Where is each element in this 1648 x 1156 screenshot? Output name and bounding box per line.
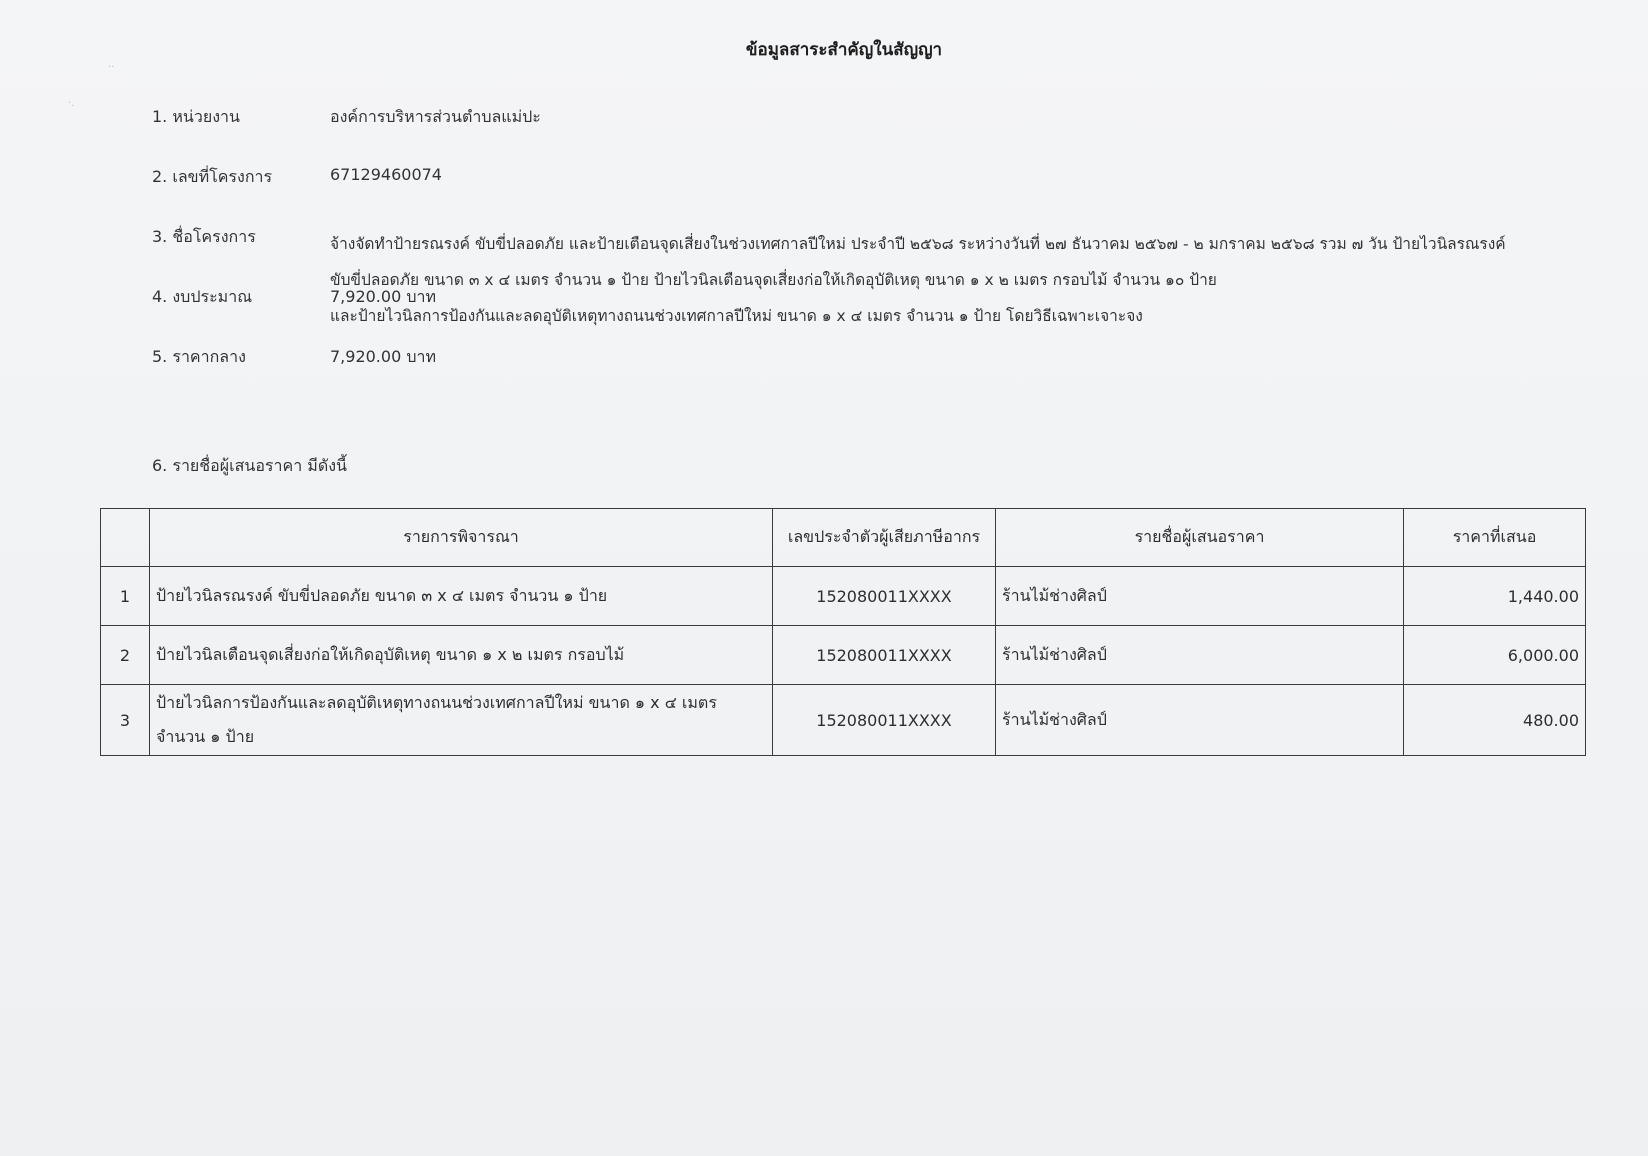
row-price: 6,000.00: [1404, 626, 1586, 685]
project-name-text: [330, 226, 1630, 334]
header-vendor: รายชื่อผู้เสนอราคา: [996, 509, 1404, 567]
project-name-label: 3. ชื่อโครงการ: [152, 227, 256, 246]
row-vendor: ร้านไม้ช่างศิลป์: [996, 626, 1404, 685]
table-row: [101, 567, 1586, 626]
row-number: 1: [101, 567, 150, 626]
row-item: ป้ายไวนิลเตือนจุดเสี่ยงก่อให้เกิดอุบัติเหตุ ขนาด ๑ x ๒ เมตร กรอบไม้: [150, 626, 773, 685]
row-price: 480.00: [1404, 685, 1586, 756]
table-row: [101, 685, 1586, 756]
row-vendor: ร้านไม้ช่างศิลป์: [996, 685, 1404, 756]
row-number: 2: [101, 626, 150, 685]
project-name-line: ขับขี่ปลอดภัย ขนาด ๓ x ๔ เมตร จำนวน ๑ ป้าย ป้ายไวนิลเตือนจุดเสี่ยงก่อให้เกิดอุบัติเหตุ ขนาด ๑ x ๒ เมตร กรอบไม้ จำนวน ๑๐ ป้าย: [330, 271, 1217, 289]
project-name-line: และป้ายไวนิลการป้องกันและลดอุบัติเหตุทางถนนช่วงเทศกาลปีใหม่ ขนาด ๑ x ๔ เมตร จำนวน ๑ ป้าย โดยวิธีเฉพาะเจาะจง: [330, 307, 1143, 325]
median-price-label: 5. ราคากลาง: [152, 347, 246, 366]
project-number-value: 67129460074: [330, 165, 442, 184]
agency-label: 1. หน่วยงาน: [152, 107, 240, 126]
header-price: ราคาที่เสนอ: [1404, 509, 1586, 567]
row-price: 1,440.00: [1404, 567, 1586, 626]
row-number: 3: [101, 685, 150, 756]
header-no: [101, 509, 150, 567]
budget-value: 7,920.00 บาท: [330, 287, 437, 306]
bidders-section-title: 6. รายชื่อผู้เสนอราคา มีดังนี้: [152, 456, 347, 475]
budget-label: 4. งบประมาณ: [152, 287, 253, 306]
row-vendor: ร้านไม้ช่างศิลป์: [996, 567, 1404, 626]
scan-speck: ·.: [68, 98, 75, 109]
row-tax-id: 152080011XXXX: [773, 626, 996, 685]
agency-value: องค์การบริหารส่วนตำบลแม่ปะ: [330, 107, 541, 126]
project-number-label: 2. เลขที่โครงการ: [152, 167, 273, 186]
row-item: ป้ายไวนิลรณรงค์ ขับขี่ปลอดภัย ขนาด ๓ x ๔ เมตร จำนวน ๑ ป้าย: [150, 567, 773, 626]
header-item: รายการพิจารณา: [150, 509, 773, 567]
header-tax-id: เลขประจำตัวผู้เสียภาษีอากร: [773, 509, 996, 567]
row-item: ป้ายไวนิลการป้องกันและลดอุบัติเหตุทางถนนช่วงเทศกาลปีใหม่ ขนาด ๑ x ๔ เมตร จำนวน ๑ ป้าย: [150, 685, 773, 756]
table-row: [101, 626, 1586, 685]
project-name-line: จ้างจัดทำป้ายรณรงค์ ขับขี่ปลอดภัย และป้ายเตือนจุดเสี่ยงในช่วงเทศกาลปีใหม่ ประจำปี ๒๕๖๘ ระหว่างวันที่ ๒๗ ธันวาคม ๒๕๖๗ - ๒ มกราคม ๒๕๖๘ รวม ๗ วัน ป้ายไวนิลรณรงค์: [330, 235, 1506, 253]
scan-speck: ··: [108, 62, 115, 73]
row-tax-id: 152080011XXXX: [773, 685, 996, 756]
bidders-table: [100, 508, 1586, 756]
document-title: ข้อมูลสาระสำคัญในสัญญา: [745, 40, 943, 60]
table-header-row: [101, 509, 1586, 567]
row-tax-id: 152080011XXXX: [773, 567, 996, 626]
median-price-value: 7,920.00 บาท: [330, 347, 437, 366]
